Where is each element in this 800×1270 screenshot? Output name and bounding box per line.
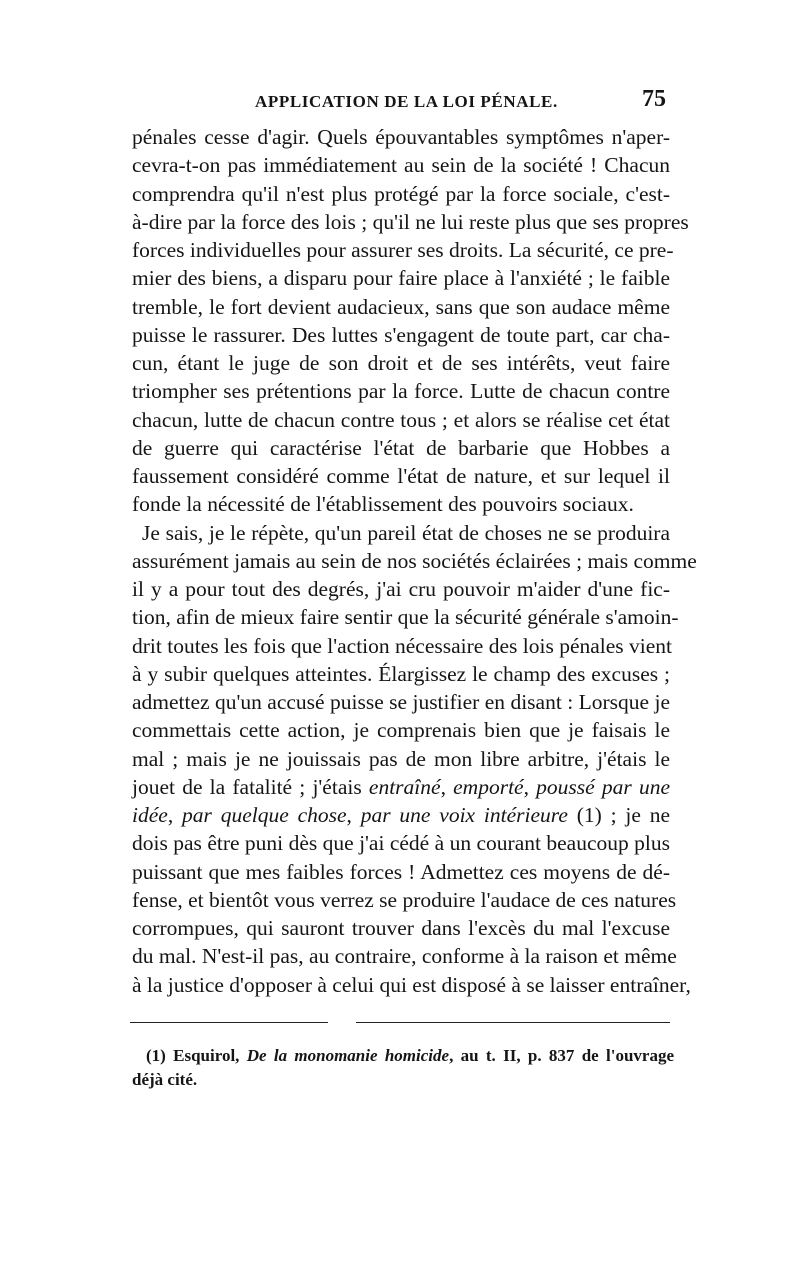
text-line: admettez qu'un accusé puisse se justifier en disant : Lorsque je (132, 690, 670, 714)
text-line: cun, étant le juge de son droit et de ses intérêts, veut faire (132, 351, 670, 375)
text-run: , (346, 803, 361, 827)
text-line: mier des biens, a disparu pour faire place à l'anxiété ; le faible (132, 266, 670, 291)
footnote-title: De la monomanie homicide (246, 1046, 450, 1065)
italic-run: idée (132, 803, 168, 827)
text-line: fonde la nécessité de l'établissement des pouvoirs sociaux. (132, 492, 634, 517)
text-line: corrompues, qui sauront trouver dans l'excès du mal l'excuse (132, 916, 670, 940)
text-line: puissant que mes faibles forces ! Admettez ces moyens de dé- (132, 859, 670, 884)
footnote-marker: (1) Esquirol, (146, 1046, 247, 1065)
footnote-line: déjà cité. (132, 1070, 198, 1089)
body-text (132, 123, 697, 999)
footnote-text: , au t. II, p. 837 de l'ouvrage (449, 1046, 675, 1065)
text-line: triompher ses prétentions par la force. Lutte de chacun contre (132, 379, 670, 404)
footnote-divider (130, 1022, 328, 1023)
text-line: à la justice d'opposer à celui qui est disposé à se laisser entraîner, (132, 972, 691, 997)
text-line: assurément jamais au sein de nos sociétés éclairées ; mais comme (132, 548, 697, 573)
text-line: de guerre qui caractérise l'état de barbarie que Hobbes a (132, 435, 670, 460)
italic-run: emporté (453, 774, 524, 799)
text-line: tremble, le fort devient audacieux, sans que son audace même (132, 294, 670, 319)
italic-run: par une voix intérieure (360, 803, 568, 827)
text-line: mal ; mais je ne jouissais pas de mon libre arbitre, j'étais le (132, 746, 670, 771)
footnote-divider (356, 1022, 670, 1023)
text-line: pénales cesse d'agir. Quels épouvantables symptômes n'aper- (132, 125, 670, 149)
italic-run: par quelque chose (182, 803, 347, 827)
text-line: cevra-t-on pas immédiatement au sein de la société ! Chacun (132, 153, 670, 178)
text-line: à y subir quelques atteintes. Élargissez le champ des excuses ; (132, 661, 670, 686)
text-line: tion, afin de mieux faire sentir que la sécurité générale s'amoin- (132, 605, 679, 630)
page-number: 75 (642, 86, 666, 112)
italic-run: poussé par une (536, 774, 671, 799)
header-title: APPLICATION DE LA LOI PÉNALE. (255, 92, 558, 111)
text-line: chacun, lutte de chacun contre tous ; et alors se réalise cet état (132, 407, 670, 432)
text-run: , (440, 774, 454, 799)
footnote (132, 1044, 674, 1092)
italic-run: entraîné (368, 774, 441, 799)
text-line-mixed (132, 801, 670, 829)
text-line: il y a pour tout des degrés, j'ai cru pouvoir m'aider d'une fic- (132, 577, 670, 601)
text-line: commettais cette action, je comprenais bien que je faisais le (132, 718, 670, 743)
text-run: , (523, 774, 537, 799)
text-line: comprendra qu'il n'est plus protégé par la force sociale, c'est- (132, 181, 670, 206)
text-line: drit toutes les fois que l'action nécessaire des lois pénales vient (132, 633, 673, 658)
text-line: puisse le rassurer. Des luttes s'engagent de toute part, car cha- (132, 322, 670, 347)
text-line: dois pas être puni dès que j'ai cédé à un courant beaucoup plus (132, 831, 670, 856)
footnote-ref: (1) ; je ne (567, 803, 671, 827)
text-line-mixed (132, 773, 670, 801)
text-line: à-dire par la force des lois ; qu'il ne lui reste plus que ses propres (132, 209, 689, 234)
text-line: faussement considéré comme l'état de nature, et sur lequel il (132, 464, 670, 488)
text-line: Je sais, je le répète, qu'un pareil état de choses ne se produira (142, 520, 670, 545)
text-line: forces individuelles pour assurer ses droits. La sécurité, ce pre- (132, 238, 674, 262)
text-run: jouet de la fatalité ; j'étais (132, 774, 369, 799)
footnote-line (132, 1044, 674, 1068)
text-run: , (167, 803, 183, 827)
text-line: du mal. N'est-il pas, au contraire, conforme à la raison et même (132, 944, 677, 969)
text-line: fense, et bientôt vous verrez se produire l'audace de ces natures (132, 887, 677, 912)
